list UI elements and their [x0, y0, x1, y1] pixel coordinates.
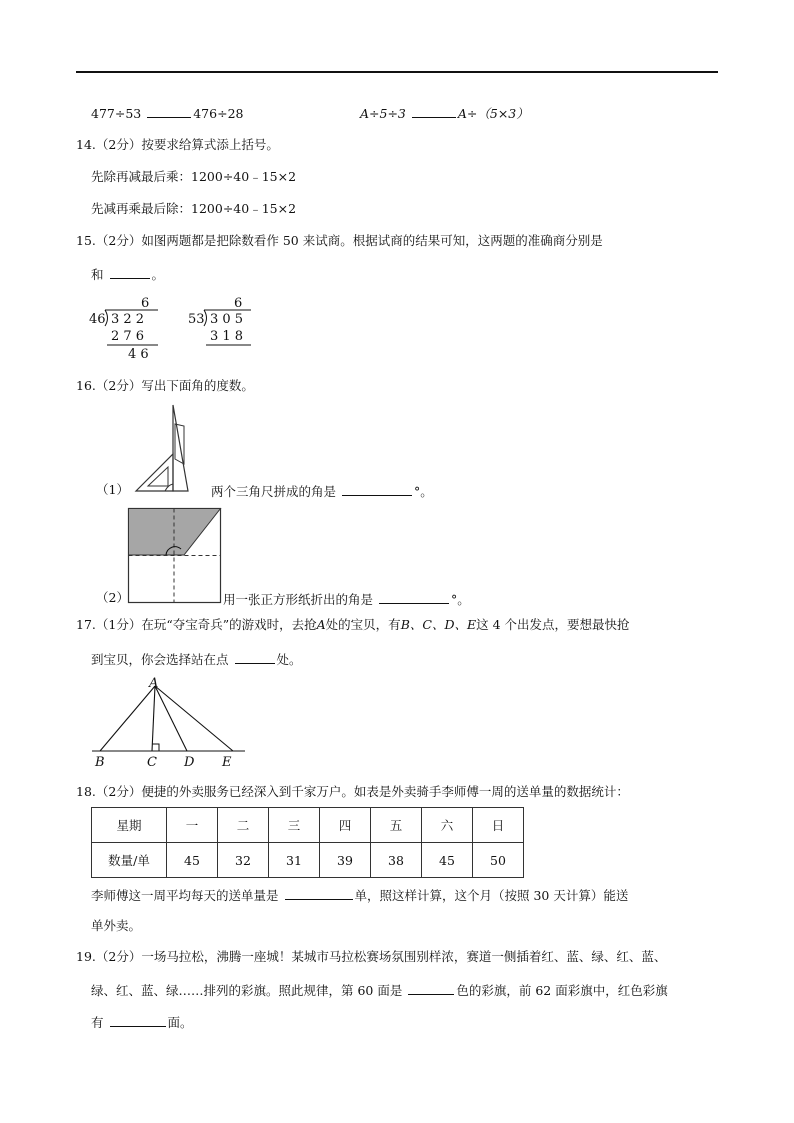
table-day-cell: 四: [320, 808, 371, 843]
q18-after-a: 李师傅这一周平均每天的送单量是: [91, 888, 279, 903]
q13-left-a: 477÷53: [91, 106, 142, 121]
division1-quotient: 6: [141, 296, 150, 311]
q18-number: 18.（2分）: [76, 784, 142, 799]
q17-prompt-a: 在玩“夺宝奇兵”的游戏时，去抢: [141, 617, 317, 632]
q18-question: [76, 784, 629, 800]
table-value-cell: 31: [269, 843, 320, 878]
q16-part2-label: （2）: [96, 590, 129, 605]
q14-line1-label: 先除再减最后乘：: [91, 169, 192, 184]
division2-dividend: 3 0 5: [210, 312, 244, 327]
q19-line3-b: 面。: [167, 1015, 193, 1030]
table-day-cell: 一: [167, 808, 218, 843]
q14-line1-expr: 1200÷40﹣15×2: [191, 169, 297, 184]
q19-line3-a: 有: [91, 1015, 104, 1030]
q19-question: [76, 949, 666, 965]
division1-remainder: 4 6: [128, 347, 149, 362]
q13-right-b: A÷（5×3）: [457, 106, 529, 121]
q19-line-2: [91, 981, 668, 999]
q14-line2-expr: 1200÷40﹣15×2: [191, 201, 297, 216]
table-value-cell: 39: [320, 843, 371, 878]
set-square-figure: [128, 404, 218, 496]
q17-answer-blank[interactable]: [235, 650, 275, 664]
table-value-cell: 45: [422, 843, 473, 878]
q16-prompt: 写出下面角的度数。: [141, 378, 254, 393]
q15-prompt: 如图两题都是把除数看作 50 来试商。根据试商的结果可知，这两题的准确商分别是: [141, 233, 603, 248]
q17-line-2: [91, 650, 302, 668]
q16-number: 16.（2分）: [76, 378, 142, 393]
q14-question: [76, 137, 279, 153]
q19-line2-b: 色的彩旗，前 62 面彩旗中，红色彩旗: [456, 983, 668, 998]
division2-divisor: 53: [188, 312, 205, 327]
q13-right-a: 476÷28: [193, 106, 244, 121]
q15-number: 15.（2分）: [76, 233, 142, 248]
q16-part1-blank[interactable]: [342, 482, 412, 496]
q15-answer-blank[interactable]: [110, 265, 150, 279]
table-day-cell: 六: [422, 808, 473, 843]
header-rule: [76, 71, 718, 73]
division1-divisor: 46: [89, 312, 106, 327]
table-day-cell: 三: [269, 808, 320, 843]
q14-line2-label: 先减再乘最后除：: [91, 201, 192, 216]
q17-points: B、C、D、E: [400, 617, 477, 632]
q18-line-after-2: [91, 918, 141, 934]
q17-question: [76, 617, 630, 633]
q16-part1-label: （1）: [96, 482, 129, 497]
table-day-cell: 日: [473, 808, 524, 843]
q17-prompt-var: A: [316, 617, 326, 632]
q16-part1-text: 两个三角尺拼成的角是: [211, 484, 337, 499]
q14-number: 14.（2分）: [76, 137, 142, 152]
q18-line-after: [91, 886, 628, 904]
q16-part2-degree: °。: [451, 592, 470, 607]
q17-triangle-figure: [90, 674, 250, 770]
table-day-cell: 二: [218, 808, 269, 843]
table-header-label: 星期: [92, 808, 167, 843]
q15-division-figures: [88, 292, 268, 367]
q17-line2-end: 处。: [276, 652, 302, 667]
q17-line2-start: 到宝贝，你会选择站在点: [91, 652, 229, 667]
table-day-cell: 五: [371, 808, 422, 843]
q16-part2-text: 用一张正方形纸折出的角是: [223, 592, 374, 607]
q18-after-c: 单外卖。: [91, 918, 142, 933]
q14-line-2: [91, 201, 296, 217]
table-value-cell: 38: [371, 843, 422, 878]
q13-line-2: [360, 104, 529, 122]
division1-dividend: 3 2 2: [111, 312, 145, 327]
q16-question: [76, 378, 254, 394]
q18-blank-1[interactable]: [285, 886, 353, 900]
table-row: [92, 843, 524, 878]
division2-quotient: 6: [234, 296, 243, 311]
q17-prompt-c: 这 4 个出发点，要想最快抢: [476, 617, 630, 632]
q18-prompt: 便捷的外卖服务已经深入到千家万户。如表是外卖骑手李师傅一周的送单量的数据统计：: [141, 784, 629, 799]
q16-part-2-text: [223, 590, 470, 608]
point-e-label: E: [222, 755, 232, 770]
q19-line2-a: 绿、红、蓝、绿……排列的彩旗。照此规律，第 60 面是: [91, 983, 403, 998]
q13-left-b: A÷5÷3: [360, 106, 406, 121]
table-row-label: 数量/单: [92, 843, 167, 878]
q15-line-2: [91, 265, 164, 283]
q19-line1: 一场马拉松，沸腾一座城！某城市马拉松赛场氛围别样浓，赛道一侧插着红、蓝、绿、红、蓝、: [141, 949, 667, 964]
q15-question: [76, 233, 603, 249]
point-c-label: C: [147, 755, 157, 770]
division2-product: 3 1 8: [210, 329, 244, 344]
q19-line-3: [91, 1013, 193, 1031]
q15-line2-start: 和: [91, 267, 104, 282]
q18-delivery-table: [91, 807, 524, 878]
q14-line-1: [91, 169, 296, 185]
table-value-cell: 32: [218, 843, 269, 878]
q19-blank-1[interactable]: [408, 981, 454, 995]
q16-part1-degree: °。: [414, 484, 433, 499]
q19-number: 19.（2分）: [76, 949, 142, 964]
q17-number: 17.（1分）: [76, 617, 142, 632]
q19-blank-2[interactable]: [110, 1013, 166, 1027]
point-a-label: A: [149, 676, 159, 691]
folded-square-figure: [128, 508, 222, 604]
division1-product: 2 7 6: [111, 329, 145, 344]
q18-after-b: 单，照这样计算，这个月（按照 30 天计算）能送: [354, 888, 629, 903]
point-b-label: B: [95, 755, 105, 770]
q13-blank-2[interactable]: [412, 104, 456, 118]
q15-line2-end: 。: [151, 267, 165, 282]
q16-part-2: [96, 590, 129, 606]
table-row: [92, 808, 524, 843]
table-value-cell: 45: [167, 843, 218, 878]
q16-part-1-text: [211, 482, 433, 500]
q13-line-1: [91, 104, 243, 122]
q13-blank-1[interactable]: [147, 104, 191, 118]
point-d-label: D: [184, 755, 195, 770]
q16-part2-blank[interactable]: [379, 590, 449, 604]
table-value-cell: 50: [473, 843, 524, 878]
q14-prompt: 按要求给算式添上括号。: [141, 137, 279, 152]
q17-prompt-b: 处的宝贝，有: [325, 617, 401, 632]
q16-part-1: [96, 482, 129, 498]
